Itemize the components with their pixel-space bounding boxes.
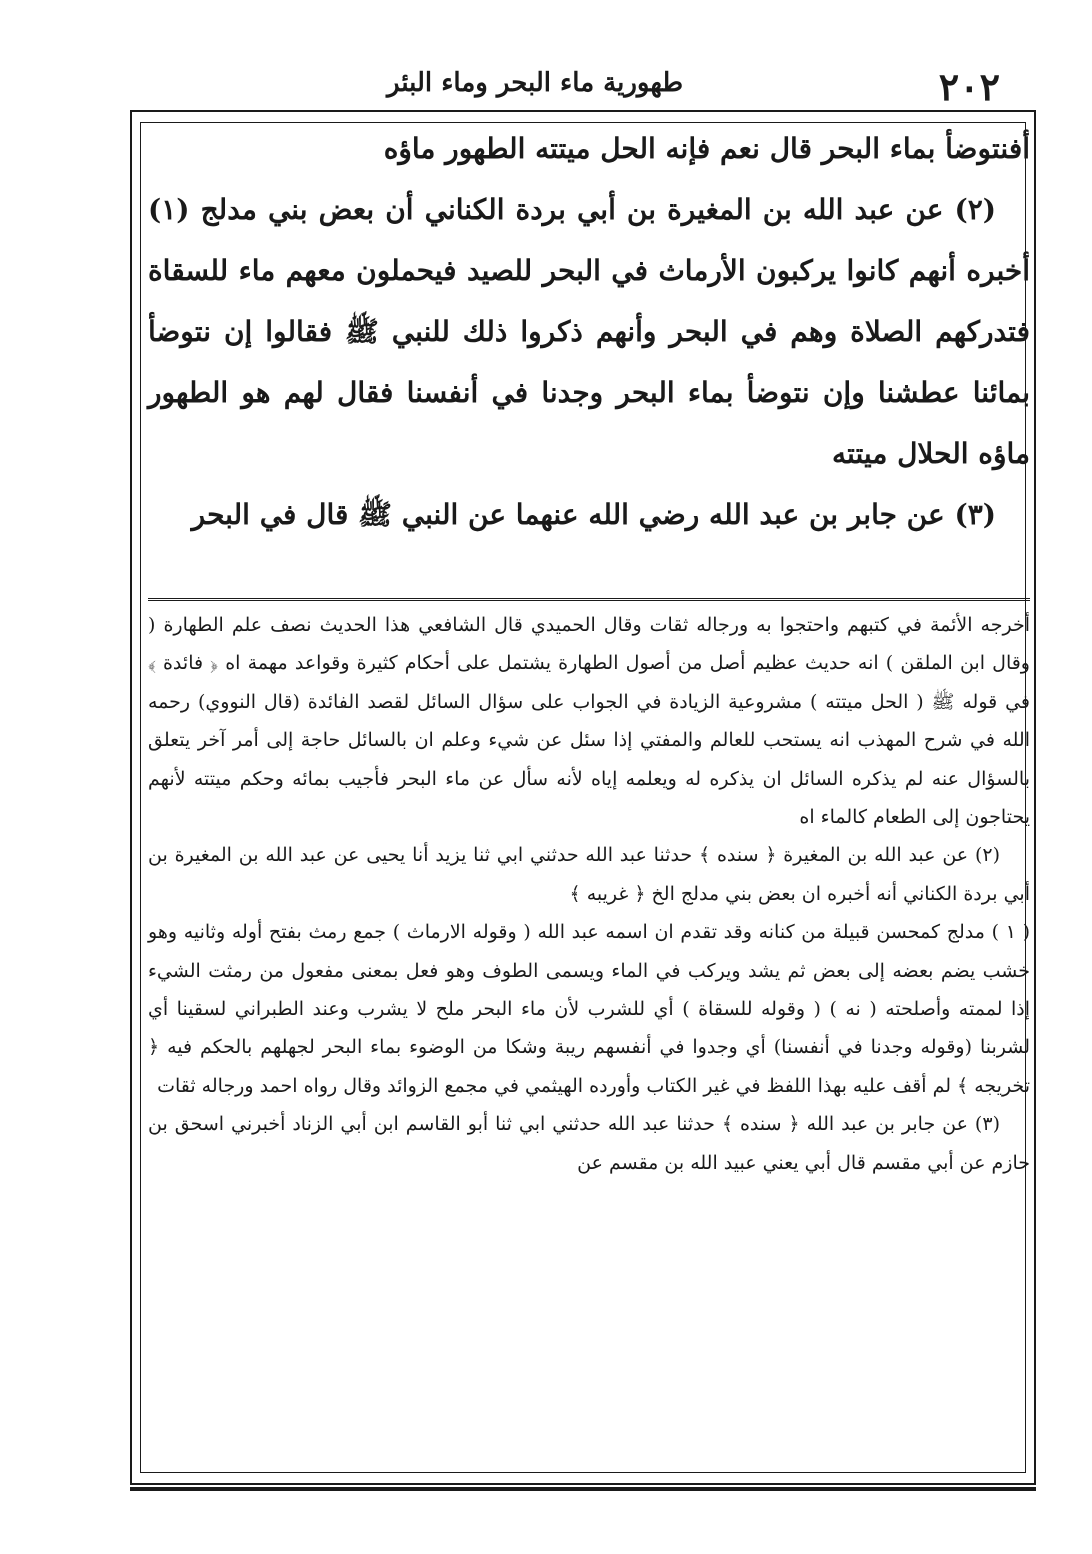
commentary-paragraph: (٢) عن عبد الله بن المغيرة ﴿ سنده ﴾ حدثنا عبد الله حدثني ابي ثنا يزيد أنا يحيى عن عبد الله بن المغيرة بن أبي بردة الكناني أنه أخبره ان بعض بني مدلج الخ ﴿ غريبه ﴾ <box>148 844 1030 905</box>
running-title: طهورية ماء البحر وماء البئر <box>386 68 684 98</box>
bottom-rule <box>130 1487 1036 1491</box>
hadith-paragraph: أفنتوضأ بماء البحر قال نعم فإنه الحل ميتته الطهور ماؤه <box>383 132 1030 165</box>
page-number: ٢٠٢ <box>938 64 1000 109</box>
footnote-divider <box>148 598 1030 601</box>
commentary-text <box>148 606 1030 1182</box>
page-header <box>130 62 1000 109</box>
commentary-paragraph: (٣) عن جابر بن عبد الله ﴿ سنده ﴾ حدثنا عبد الله حدثني ابي ثنا أبو القاسم ابن أبي الزناد أخبرني اسحق بن حازم عن أبي مقسم قال أبي يعني عبيد الله بن مقسم عن <box>148 1113 1030 1174</box>
hadith-text <box>148 118 1030 545</box>
hadith-paragraph: (٢) عن عبد الله بن المغيرة بن أبي بردة الكناني أن بعض بني مدلج (١) أخبره أنهم كانوا يركبون الأرماث في البحر للصيد فيحملون معهم ماء للسقاة فتدركهم الصلاة وهم في البحر وأنهم ذكروا ذلك للنبي ﷺ فقالوا إن نتوضأ بمائنا عطشنا وإن نتوضأ بماء البحر وجدنا في أنفسنا فقال لهم هو الطهور ماؤه الحلال ميتته <box>148 193 1030 470</box>
hadith-paragraph: (٣) عن جابر بن عبد الله رضي الله عنهما عن النبي ﷺ قال في البحر <box>191 498 996 531</box>
commentary-paragraph: أخرجه الأئمة في كتبهم واحتجوا به ورجاله ثقات وقال الحميدي قال الشافعي هذا الحديث نصف علم الطهارة ( وقال ابن الملقن ) انه حديث عظيم أصل من أصول الطهارة يشتمل على أحكام كثيرة وقواعد مهمة اه ﴿ فائدة ﴾ في قوله ﷺ ( الحل ميتته ) مشروعية الزيادة في الجواب على سؤال السائل لقصد الفائدة (قال النووي) رحمه الله في شرح المهذب انه يستحب للعالم والمفتي إذا سئل عن شيء وعلم ان بالسائل حاجة إلى أمر آخر يتعلق بالسؤال عنه لم يذكره السائل ان يذكره له ويعلمه إياه لأنه سأل عن ماء البحر فأجيب بمائه وحكم ميتته لأنهم يحتاجون إلى الطعام كالماء اه <box>148 614 1030 829</box>
commentary-paragraph: ( ١ ) مدلج كمحسن قبيلة من كنانه وقد تقدم ان اسمه عبد الله ( وقوله الارماث ) جمع رمث بفتح أوله وثانيه وهو خشب يضم بعضه إلى بعض ثم يشد ويركب في الماء ويسمى الطوف وهو فعل بمعنى مفعول من رمثت الشيء إذا لممته وأصلحته ( نه ) ( وقوله للسقاة ) أي للشرب لأن ماء البحر ملح لا يشرب وعند الطبراني لسقينا أي لشربنا (وقوله وجدنا في أنفسنا) أي وجدوا في أنفسهم ريبة وشكا من الوضوء بماء البحر لجهلهم بالحكم فيه ﴿ تخريجه ﴾ لم أقف عليه بهذا اللفظ في غير الكتاب وأورده الهيثمي في مجمع الزوائد وقال رواه احمد ورجاله ثقات <box>148 921 1030 1097</box>
